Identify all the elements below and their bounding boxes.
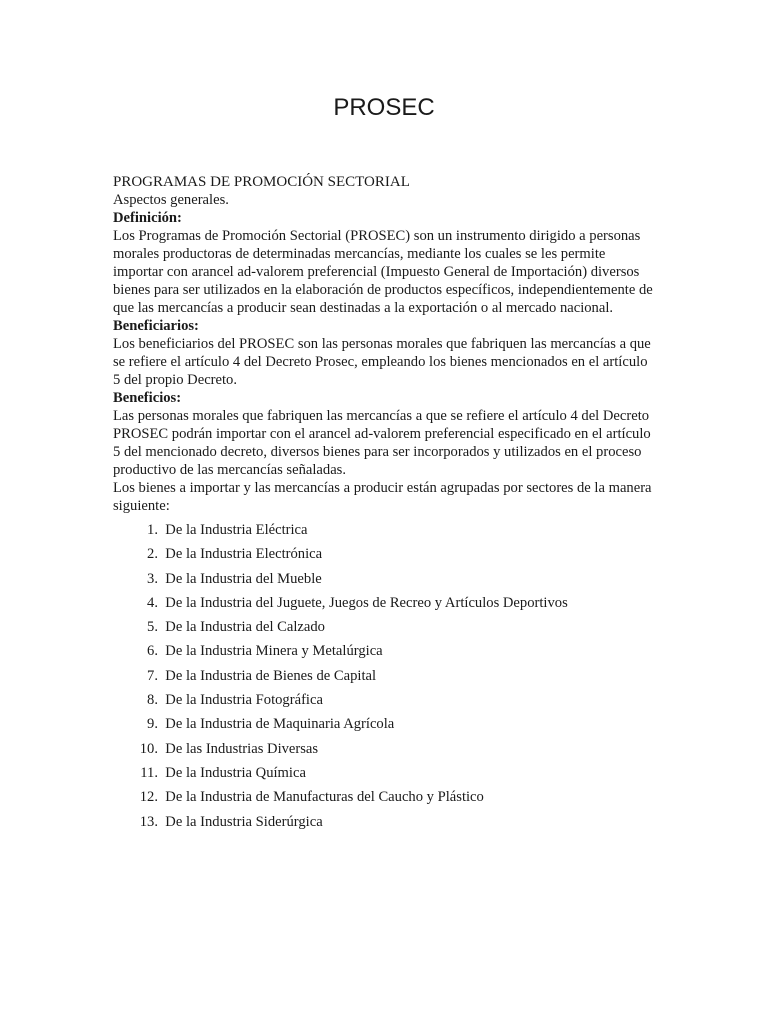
beneficiaries-text: Los beneficiarios del PROSEC son las personas morales que fabriquen las mercancías a que se refiere el artículo 4 del Decreto Prosec, empleando los bienes mencionados en el artículo 5 del propio Decreto. bbox=[113, 336, 651, 388]
list-item bbox=[113, 813, 658, 831]
list-item-label: De la Industria Electrónica bbox=[165, 546, 323, 563]
list-item-number: 7. bbox=[147, 667, 158, 684]
benefits-heading: Beneficios: bbox=[113, 390, 182, 406]
sectors-intro: Los bienes a importar y las mercancías a producir están agrupadas por sectores de la manera siguiente: bbox=[113, 480, 652, 514]
list-item-label: De la Industria Minera y Metalúrgica bbox=[165, 643, 383, 660]
list-item bbox=[113, 740, 658, 758]
document-subtitle: PROGRAMAS DE PROMOCIÓN SECTORIAL bbox=[113, 174, 410, 190]
list-item bbox=[113, 788, 658, 806]
list-item-label: De la Industria Química bbox=[165, 764, 306, 781]
list-item-label: De la Industria de Bienes de Capital bbox=[165, 667, 377, 684]
list-item bbox=[113, 594, 658, 612]
definition-text: Los Programas de Promoción Sectorial (PROSEC) son un instrumento dirigido a personas morales productoras de determinadas mercancías, mediante los cuales se les permite importar con arancel ad-valorem preferencial (Impuesto General de Importación) diversos bienes para ser utilizados en la elaboración de productos específicos, independientemente de que las mercancías a producir sean destinadas a la exportación o al mercado nacional. bbox=[113, 228, 653, 316]
list-item bbox=[113, 642, 658, 660]
list-item-label: De las Industrias Diversas bbox=[165, 740, 319, 757]
list-item-number: 12. bbox=[139, 789, 158, 806]
list-item-label: De la Industria del Mueble bbox=[165, 570, 322, 587]
definition-heading: Definición: bbox=[113, 210, 182, 226]
list-item bbox=[113, 618, 658, 636]
list-item-number: 10. bbox=[139, 740, 158, 757]
list-item-label: De la Industria Eléctrica bbox=[165, 522, 308, 538]
list-item-number: 8. bbox=[147, 692, 158, 709]
list-item-label: De la Industria del Juguete, Juegos de Recreo y Artículos Deportivos bbox=[165, 594, 568, 611]
list-item bbox=[113, 715, 658, 733]
list-item bbox=[113, 545, 658, 563]
beneficiaries-heading: Beneficiarios: bbox=[113, 318, 199, 334]
list-item bbox=[113, 667, 658, 685]
list-item bbox=[113, 521, 658, 539]
list-item-number: 5. bbox=[147, 619, 158, 636]
list-item-label: De la Industria Fotográfica bbox=[165, 692, 323, 709]
list-item bbox=[113, 570, 658, 588]
sectors-list bbox=[113, 521, 658, 831]
document-title: PROSEC bbox=[333, 94, 435, 121]
list-item-number: 9. bbox=[147, 716, 158, 733]
list-item-number: 13. bbox=[139, 813, 158, 830]
document-body bbox=[113, 173, 658, 837]
list-item-label: De la Industria Siderúrgica bbox=[165, 813, 323, 830]
list-item bbox=[113, 691, 658, 709]
list-item bbox=[113, 764, 658, 782]
list-item-number: 11. bbox=[140, 764, 158, 781]
list-item-number: 4. bbox=[147, 594, 158, 611]
benefits-text: Las personas morales que fabriquen las mercancías a que se refiere el artículo 4 del Decreto PROSEC podrán importar con el arancel ad-valorem preferencial especificado en el artículo 5 del mencionado decreto, diversos bienes para ser incorporados y utilizados en el proceso productivo de las mercancías señaladas. bbox=[113, 408, 651, 478]
list-item-number: 1. bbox=[147, 522, 158, 538]
list-item-number: 3. bbox=[147, 570, 158, 587]
list-item-number: 6. bbox=[147, 643, 158, 660]
list-item-label: De la Industria de Maquinaria Agrícola bbox=[165, 716, 395, 733]
section-aspects: Aspectos generales. bbox=[113, 192, 229, 208]
list-item-number: 2. bbox=[147, 546, 158, 563]
list-item-label: De la Industria del Calzado bbox=[165, 619, 325, 636]
list-item-label: De la Industria de Manufacturas del Caucho y Plástico bbox=[165, 789, 484, 806]
